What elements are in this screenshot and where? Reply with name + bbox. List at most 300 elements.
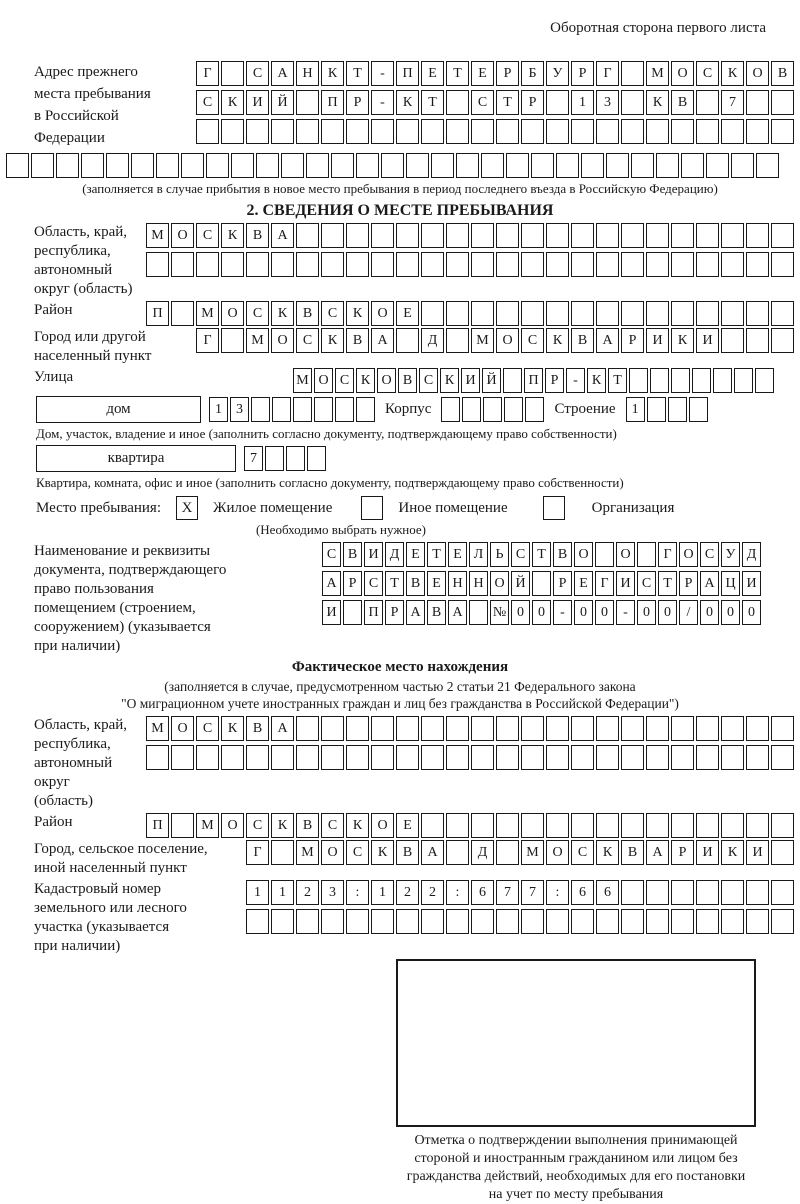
char-cell[interactable]	[371, 223, 394, 248]
char-cell[interactable]	[696, 252, 719, 277]
char-cell[interactable]	[596, 252, 619, 277]
char-cell[interactable]	[496, 840, 519, 865]
char-cell[interactable]: Р	[385, 600, 404, 625]
char-cell[interactable]: М	[521, 840, 544, 865]
char-cell[interactable]: Т	[421, 90, 444, 115]
char-cell[interactable]	[771, 745, 794, 770]
char-cell[interactable]: О	[546, 840, 569, 865]
char-cell[interactable]	[721, 716, 744, 741]
char-cell[interactable]	[596, 119, 619, 144]
char-cell[interactable]	[546, 301, 569, 326]
char-cell[interactable]: О	[490, 571, 509, 596]
char-cell[interactable]	[271, 840, 294, 865]
char-cell[interactable]	[271, 119, 294, 144]
char-cell[interactable]	[646, 813, 669, 838]
char-cell[interactable]: С	[246, 813, 269, 838]
char-cell[interactable]	[646, 745, 669, 770]
char-cell[interactable]	[371, 716, 394, 741]
char-cell[interactable]: О	[271, 328, 294, 353]
char-cell[interactable]	[446, 716, 469, 741]
char-cell[interactable]	[171, 813, 194, 838]
char-cell[interactable]: К	[271, 301, 294, 326]
char-cell[interactable]	[621, 90, 644, 115]
char-cell[interactable]	[446, 90, 469, 115]
char-cell[interactable]	[6, 153, 29, 178]
char-cell[interactable]	[462, 397, 481, 422]
char-cell[interactable]	[746, 909, 769, 934]
char-cell[interactable]	[721, 909, 744, 934]
char-cell[interactable]: Г	[595, 571, 614, 596]
char-cell[interactable]	[621, 716, 644, 741]
char-cell[interactable]: 2	[296, 880, 319, 905]
char-cell[interactable]	[496, 119, 519, 144]
char-cell[interactable]: Е	[396, 301, 419, 326]
char-cell[interactable]: К	[721, 61, 744, 86]
char-cell[interactable]: 0	[742, 600, 761, 625]
char-cell[interactable]	[746, 745, 769, 770]
char-cell[interactable]: Д	[385, 542, 404, 567]
char-cell[interactable]	[346, 223, 369, 248]
char-cell[interactable]	[421, 716, 444, 741]
char-cell[interactable]: К	[321, 61, 344, 86]
char-cell[interactable]	[713, 368, 732, 393]
char-cell[interactable]	[671, 119, 694, 144]
char-cell[interactable]	[196, 745, 219, 770]
char-cell[interactable]: 0	[595, 600, 614, 625]
char-cell[interactable]: В	[427, 600, 446, 625]
char-cell[interactable]: 1	[271, 880, 294, 905]
char-cell[interactable]	[696, 813, 719, 838]
char-cell[interactable]: М	[246, 328, 269, 353]
char-cell[interactable]: А	[596, 328, 619, 353]
char-cell[interactable]	[307, 446, 326, 471]
char-cell[interactable]	[396, 119, 419, 144]
char-cell[interactable]: С	[321, 813, 344, 838]
char-cell[interactable]	[271, 745, 294, 770]
char-cell[interactable]: В	[343, 542, 362, 567]
char-cell[interactable]: Н	[448, 571, 467, 596]
char-cell[interactable]	[746, 252, 769, 277]
char-cell[interactable]	[483, 397, 502, 422]
char-cell[interactable]	[525, 397, 544, 422]
char-cell[interactable]	[356, 153, 379, 178]
char-cell[interactable]	[521, 745, 544, 770]
char-cell[interactable]: К	[356, 368, 375, 393]
char-cell[interactable]: К	[221, 716, 244, 741]
char-cell[interactable]: А	[271, 223, 294, 248]
char-cell[interactable]: 0	[637, 600, 656, 625]
char-cell[interactable]	[496, 223, 519, 248]
char-cell[interactable]: 1	[371, 880, 394, 905]
char-cell[interactable]: О	[679, 542, 698, 567]
char-cell[interactable]: П	[146, 813, 169, 838]
char-cell[interactable]: Т	[658, 571, 677, 596]
char-cell[interactable]: Г	[596, 61, 619, 86]
char-cell[interactable]	[646, 223, 669, 248]
char-cell[interactable]	[656, 153, 679, 178]
char-cell[interactable]: Н	[469, 571, 488, 596]
char-cell[interactable]	[421, 119, 444, 144]
char-cell[interactable]: И	[742, 571, 761, 596]
char-cell[interactable]: 3	[596, 90, 619, 115]
char-cell[interactable]: Е	[406, 542, 425, 567]
char-cell[interactable]	[496, 909, 519, 934]
char-cell[interactable]: Т	[496, 90, 519, 115]
char-cell[interactable]: И	[616, 571, 635, 596]
char-cell[interactable]	[471, 223, 494, 248]
char-cell[interactable]	[171, 252, 194, 277]
char-cell[interactable]	[331, 153, 354, 178]
char-cell[interactable]	[271, 252, 294, 277]
char-cell[interactable]	[721, 252, 744, 277]
char-cell[interactable]	[596, 745, 619, 770]
char-cell[interactable]	[721, 119, 744, 144]
char-cell[interactable]: С	[196, 223, 219, 248]
char-cell[interactable]	[371, 909, 394, 934]
char-cell[interactable]: О	[221, 301, 244, 326]
char-cell[interactable]	[321, 119, 344, 144]
char-cell[interactable]	[272, 397, 291, 422]
char-cell[interactable]	[286, 446, 305, 471]
char-cell[interactable]: В	[346, 328, 369, 353]
char-cell[interactable]: 1	[571, 90, 594, 115]
char-cell[interactable]	[546, 90, 569, 115]
char-cell[interactable]: 7	[244, 446, 263, 471]
char-cell[interactable]: 0	[574, 600, 593, 625]
char-cell[interactable]: С	[571, 840, 594, 865]
char-cell[interactable]: В	[296, 301, 319, 326]
char-cell[interactable]: К	[321, 328, 344, 353]
char-cell[interactable]	[646, 301, 669, 326]
char-cell[interactable]	[421, 252, 444, 277]
char-cell[interactable]: В	[398, 368, 417, 393]
char-cell[interactable]	[721, 328, 744, 353]
char-cell[interactable]: В	[553, 542, 572, 567]
char-cell[interactable]	[106, 153, 129, 178]
char-cell[interactable]	[521, 301, 544, 326]
char-cell[interactable]: /	[679, 600, 698, 625]
char-cell[interactable]: В	[671, 90, 694, 115]
char-cell[interactable]	[296, 252, 319, 277]
char-cell[interactable]	[596, 301, 619, 326]
char-cell[interactable]: Т	[446, 61, 469, 86]
char-cell[interactable]	[314, 397, 333, 422]
char-cell[interactable]	[481, 153, 504, 178]
char-cell[interactable]	[595, 542, 614, 567]
char-cell[interactable]: Р	[671, 840, 694, 865]
char-cell[interactable]: М	[646, 61, 669, 86]
char-cell[interactable]	[696, 223, 719, 248]
char-cell[interactable]	[571, 813, 594, 838]
char-cell[interactable]	[146, 252, 169, 277]
char-cell[interactable]	[469, 600, 488, 625]
char-cell[interactable]: 3	[230, 397, 249, 422]
char-cell[interactable]: Й	[511, 571, 530, 596]
char-cell[interactable]	[696, 909, 719, 934]
char-cell[interactable]: Р	[621, 328, 644, 353]
char-cell[interactable]: О	[671, 61, 694, 86]
char-cell[interactable]: Й	[271, 90, 294, 115]
char-cell[interactable]: С	[322, 542, 341, 567]
char-cell[interactable]: Д	[471, 840, 494, 865]
char-cell[interactable]: И	[461, 368, 480, 393]
char-cell[interactable]: 7	[721, 90, 744, 115]
char-cell[interactable]	[621, 880, 644, 905]
char-cell[interactable]: Р	[346, 90, 369, 115]
char-cell[interactable]: Д	[742, 542, 761, 567]
char-cell[interactable]: :	[546, 880, 569, 905]
char-cell[interactable]	[421, 813, 444, 838]
char-cell[interactable]: С	[196, 716, 219, 741]
char-cell[interactable]	[696, 90, 719, 115]
char-cell[interactable]: 2	[396, 880, 419, 905]
char-cell[interactable]	[746, 119, 769, 144]
char-cell[interactable]	[521, 223, 544, 248]
char-cell[interactable]	[346, 716, 369, 741]
char-cell[interactable]: К	[646, 90, 669, 115]
char-cell[interactable]: С	[296, 328, 319, 353]
char-cell[interactable]: А	[406, 600, 425, 625]
char-cell[interactable]: С	[696, 61, 719, 86]
char-cell[interactable]: Е	[471, 61, 494, 86]
char-cell[interactable]	[721, 880, 744, 905]
char-cell[interactable]	[581, 153, 604, 178]
char-cell[interactable]: :	[346, 880, 369, 905]
char-cell[interactable]	[771, 301, 794, 326]
char-cell[interactable]: 1	[246, 880, 269, 905]
char-cell[interactable]	[571, 745, 594, 770]
char-cell[interactable]	[346, 252, 369, 277]
char-cell[interactable]	[771, 813, 794, 838]
char-cell[interactable]: М	[146, 716, 169, 741]
char-cell[interactable]	[296, 909, 319, 934]
char-cell[interactable]: И	[646, 328, 669, 353]
char-cell[interactable]	[371, 252, 394, 277]
char-cell[interactable]	[206, 153, 229, 178]
char-cell[interactable]: О	[371, 301, 394, 326]
checkbox-organizatsiya[interactable]	[543, 496, 565, 520]
char-cell[interactable]	[771, 716, 794, 741]
char-cell[interactable]: С	[246, 301, 269, 326]
char-cell[interactable]: С	[346, 840, 369, 865]
char-cell[interactable]	[321, 745, 344, 770]
char-cell[interactable]	[296, 745, 319, 770]
char-cell[interactable]	[671, 368, 690, 393]
char-cell[interactable]	[696, 745, 719, 770]
char-cell[interactable]	[521, 252, 544, 277]
char-cell[interactable]: Р	[553, 571, 572, 596]
char-cell[interactable]: 0	[700, 600, 719, 625]
char-cell[interactable]	[746, 880, 769, 905]
char-cell[interactable]	[571, 301, 594, 326]
char-cell[interactable]	[671, 716, 694, 741]
char-cell[interactable]: №	[490, 600, 509, 625]
char-cell[interactable]	[446, 745, 469, 770]
char-cell[interactable]	[650, 368, 669, 393]
char-cell[interactable]: В	[571, 328, 594, 353]
char-cell[interactable]: С	[511, 542, 530, 567]
char-cell[interactable]	[471, 252, 494, 277]
char-cell[interactable]	[646, 909, 669, 934]
char-cell[interactable]: Г	[246, 840, 269, 865]
char-cell[interactable]	[496, 252, 519, 277]
char-cell[interactable]	[246, 909, 269, 934]
char-cell[interactable]	[421, 301, 444, 326]
char-cell[interactable]: Т	[608, 368, 627, 393]
char-cell[interactable]	[571, 716, 594, 741]
char-cell[interactable]: 6	[571, 880, 594, 905]
char-cell[interactable]	[521, 909, 544, 934]
char-cell[interactable]: К	[587, 368, 606, 393]
char-cell[interactable]: Р	[343, 571, 362, 596]
char-cell[interactable]	[296, 90, 319, 115]
char-cell[interactable]	[281, 153, 304, 178]
char-cell[interactable]: У	[721, 542, 740, 567]
char-cell[interactable]	[521, 716, 544, 741]
char-cell[interactable]	[671, 223, 694, 248]
char-cell[interactable]: Й	[482, 368, 501, 393]
char-cell[interactable]	[356, 397, 375, 422]
char-cell[interactable]	[532, 571, 551, 596]
char-cell[interactable]	[471, 813, 494, 838]
char-cell[interactable]: 0	[658, 600, 677, 625]
char-cell[interactable]	[734, 368, 753, 393]
char-cell[interactable]	[396, 716, 419, 741]
char-cell[interactable]: А	[371, 328, 394, 353]
char-cell[interactable]	[346, 745, 369, 770]
char-cell[interactable]: -	[371, 61, 394, 86]
char-cell[interactable]	[668, 397, 687, 422]
char-cell[interactable]: С	[364, 571, 383, 596]
char-cell[interactable]	[771, 90, 794, 115]
char-cell[interactable]: 7	[521, 880, 544, 905]
char-cell[interactable]	[321, 223, 344, 248]
char-cell[interactable]: А	[271, 61, 294, 86]
char-cell[interactable]: В	[771, 61, 794, 86]
char-cell[interactable]	[504, 397, 523, 422]
char-cell[interactable]	[471, 119, 494, 144]
char-cell[interactable]	[671, 909, 694, 934]
char-cell[interactable]	[689, 397, 708, 422]
char-cell[interactable]: В	[296, 813, 319, 838]
char-cell[interactable]	[196, 119, 219, 144]
char-cell[interactable]	[496, 716, 519, 741]
char-cell[interactable]: И	[364, 542, 383, 567]
char-cell[interactable]: С	[521, 328, 544, 353]
char-cell[interactable]: П	[396, 61, 419, 86]
char-cell[interactable]	[571, 909, 594, 934]
char-cell[interactable]	[671, 745, 694, 770]
char-cell[interactable]	[471, 301, 494, 326]
char-cell[interactable]	[546, 716, 569, 741]
char-cell[interactable]	[696, 301, 719, 326]
char-cell[interactable]	[246, 252, 269, 277]
char-cell[interactable]	[571, 119, 594, 144]
char-cell[interactable]: П	[321, 90, 344, 115]
char-cell[interactable]	[621, 813, 644, 838]
char-cell[interactable]	[406, 153, 429, 178]
char-cell[interactable]: И	[746, 840, 769, 865]
char-cell[interactable]: О	[377, 368, 396, 393]
char-cell[interactable]	[646, 252, 669, 277]
char-cell[interactable]	[771, 119, 794, 144]
char-cell[interactable]: 0	[511, 600, 530, 625]
char-cell[interactable]: -	[616, 600, 635, 625]
char-cell[interactable]	[396, 909, 419, 934]
char-cell[interactable]	[343, 600, 362, 625]
char-cell[interactable]	[421, 223, 444, 248]
char-cell[interactable]	[521, 119, 544, 144]
char-cell[interactable]: В	[396, 840, 419, 865]
char-cell[interactable]	[56, 153, 79, 178]
char-cell[interactable]	[246, 745, 269, 770]
char-cell[interactable]	[421, 909, 444, 934]
char-cell[interactable]	[621, 745, 644, 770]
char-cell[interactable]	[721, 813, 744, 838]
char-cell[interactable]	[446, 223, 469, 248]
char-cell[interactable]: Т	[427, 542, 446, 567]
char-cell[interactable]: С	[471, 90, 494, 115]
char-cell[interactable]: К	[596, 840, 619, 865]
char-cell[interactable]	[746, 328, 769, 353]
char-cell[interactable]	[621, 252, 644, 277]
char-cell[interactable]	[606, 153, 629, 178]
char-cell[interactable]	[621, 119, 644, 144]
char-cell[interactable]	[696, 119, 719, 144]
char-cell[interactable]: О	[171, 716, 194, 741]
char-cell[interactable]: -	[566, 368, 585, 393]
char-cell[interactable]	[646, 880, 669, 905]
char-cell[interactable]: Е	[574, 571, 593, 596]
char-cell[interactable]: 6	[471, 880, 494, 905]
char-cell[interactable]	[31, 153, 54, 178]
char-cell[interactable]	[421, 745, 444, 770]
char-cell[interactable]	[321, 252, 344, 277]
char-cell[interactable]: К	[346, 813, 369, 838]
char-cell[interactable]: И	[696, 328, 719, 353]
char-cell[interactable]	[396, 745, 419, 770]
char-cell[interactable]	[692, 368, 711, 393]
char-cell[interactable]: С	[335, 368, 354, 393]
char-cell[interactable]: О	[314, 368, 333, 393]
char-cell[interactable]	[647, 397, 666, 422]
char-cell[interactable]: В	[246, 223, 269, 248]
char-cell[interactable]	[296, 223, 319, 248]
char-cell[interactable]	[171, 745, 194, 770]
char-cell[interactable]	[381, 153, 404, 178]
char-cell[interactable]	[671, 880, 694, 905]
char-cell[interactable]: К	[221, 90, 244, 115]
char-cell[interactable]: С	[700, 542, 719, 567]
char-cell[interactable]: К	[221, 223, 244, 248]
char-cell[interactable]	[629, 368, 648, 393]
char-cell[interactable]: Г	[658, 542, 677, 567]
char-cell[interactable]: А	[700, 571, 719, 596]
char-cell[interactable]: Р	[679, 571, 698, 596]
char-cell[interactable]	[621, 61, 644, 86]
char-cell[interactable]: В	[621, 840, 644, 865]
char-cell[interactable]	[503, 368, 522, 393]
char-cell[interactable]: И	[246, 90, 269, 115]
char-cell[interactable]: М	[146, 223, 169, 248]
char-cell[interactable]: М	[296, 840, 319, 865]
char-cell[interactable]	[221, 328, 244, 353]
char-cell[interactable]: :	[446, 880, 469, 905]
char-cell[interactable]	[521, 813, 544, 838]
char-cell[interactable]: Г	[196, 328, 219, 353]
char-cell[interactable]: А	[646, 840, 669, 865]
char-cell[interactable]: О	[221, 813, 244, 838]
